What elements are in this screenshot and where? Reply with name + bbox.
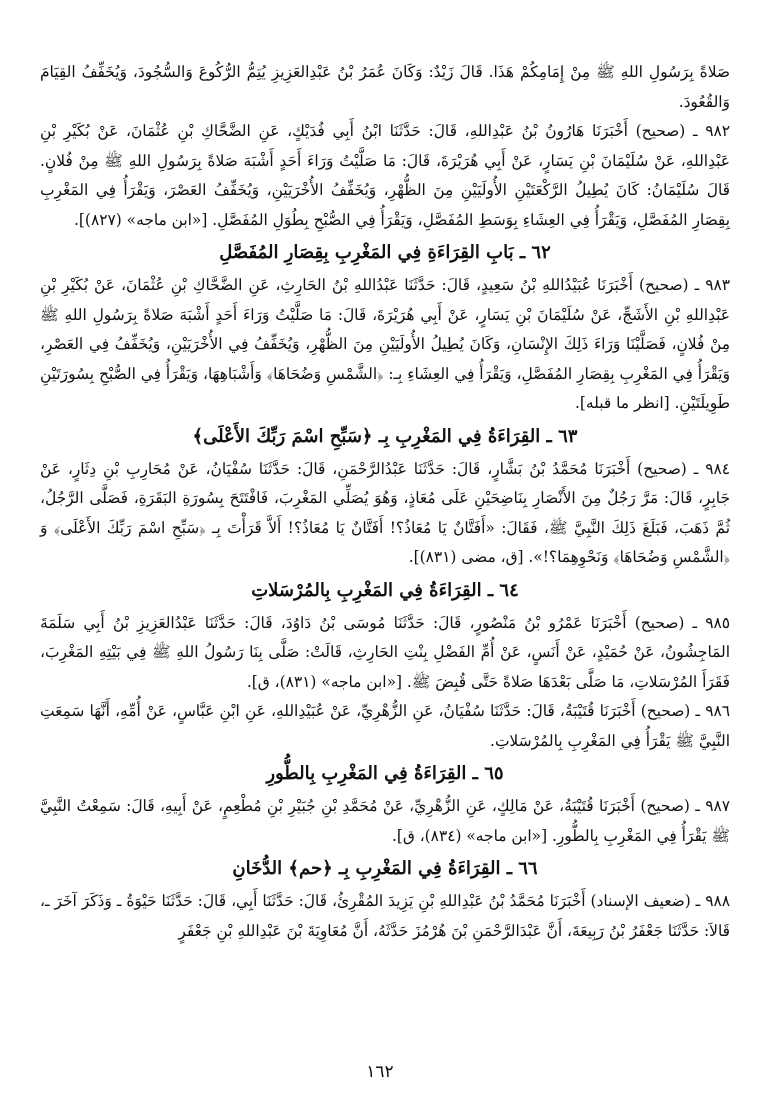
chapter-heading-63: ٦٣ ـ القِرَاءَةُ فِي المَغْرِبِ بِـ ﴿سَبِّحِ اسْمَ رَبِّكَ الأَعْلَى﴾: [192, 425, 578, 447]
chapter-heading-62: ٦٢ ـ بَابِ القِرَاءَةِ فِي المَغْرِبِ بِقِصَارِ المُفَصَّلِ: [219, 242, 551, 263]
hadith-986: ٩٨٦ ـ (صحيح) أَخْبَرَنَا قُتَيْبَةُ، قَالَ: حَدَّثَنَا سُفْيَانُ، عَنِ الزُّهْرِيِّ، عَنْ عُبَيْدِاللهِ، عَنِ ابْنِ عَبَّاسٍ، عَنْ أُمِّهِ، أَنَّهَا سَمِعَتِ النَّبِيَّ ﷺ يَقْرَأُ فِي المَغْرِبِ بِالمُرْسَلاتِ.: [40, 702, 730, 750]
continuation-text: صَلاةً بِرَسُولِ اللهِ ﷺ مِنْ إِمَامِكُمْ هَذَا. قَالَ زَيْدٌ: وَكَانَ عُمَرُ بْنُ عَبْدِالعَزِيزِ يُتِمُّ الرُّكُوعَ وَالسُّجُودَ، وَيُخَفِّفُ القِيَامَ وَالقُعُودَ.: [40, 63, 730, 111]
hadith-983: ٩٨٣ ـ (صحيح) أَخْبَرَنَا عُبَيْدُاللهِ بْنُ سَعِيدٍ، قَالَ: حَدَّثَنَا عَبْدُاللهِ بْنُ الحَارِثِ، عَنِ الضَّحَّاكِ بْنِ عُثْمَانَ، عَنْ بُكَيْرِ بْنِ عَبْدِاللهِ بْنِ الأَشَجِّ، عَنْ سُلَيْمَانَ بْنِ يَسَارٍ، عَنْ أَبِي هُرَيْرَةَ، قَالَ: مَا صَلَّيْتُ وَرَاءَ أَحَدٍ أَشْبَهَ صَلاةً بِرَسُولِ اللهِ ﷺ مِنْ فُلانٍ، فَصَلَّيْنَا وَرَاءَ ذَلِكَ الإِنْسَانِ، وَكَانَ يُطِيلُ الأُولَيَيْنِ مِنَ الظُّهْرِ، وَيُخَفِّفُ فِي الأُخْرَيَيْنِ، وَيُخَفِّفُ فِي العَصْرِ، وَيَقْرَأُ فِي المَغْرِبِ بِقِصَارِ المُفَصَّلِ، وَيَقْرَأُ فِي العِشَاءِ بِـ: ﴿الشَّمْسِ وَضُحَاهَا﴾ وَأَشْبَاهِهَا، وَيَقْرَأُ فِي الصُّبْحِ بِسُورَتَيْنِ طَوِيلَتَيْنِ. [انظر ما قبله].: [40, 276, 730, 412]
hadith-988: ٩٨٨ ـ (ضعيف الإسناد) أَخْبَرَنَا مُحَمَّدُ بْنُ عَبْدِاللهِ بْنِ يَزِيدَ المُقْرِئُ، قَالَ: حَدَّثَنَا أَبِي، قَالَ: حَدَّثَنَا حَيْوَةُ ـ وَذَكَرَ آخَرَ ـ، قَالاَ: حَدَّثَنَا جَعْفَرُ بْنُ رَبِيعَةَ، أَنَّ عَبْدَالرَّحْمَنِ بْنَ هُرْمُزَ حَدَّثَهُ، أَنَّ مُعَاوِيَةَ بْنَ عَبْدِاللهِ بْنِ جَعْفَرٍ: [40, 892, 730, 940]
page-body: [40, 58, 730, 1058]
hadith-987: ٩٨٧ ـ (صحيح) أَخْبَرَنَا قُتَيْبَةُ، عَنْ مَالِكٍ، عَنِ الزُّهْرِيِّ، عَنْ مُحَمَّدِ بْنِ جُبَيْرِ بْنِ مُطْعِمٍ، عَنْ أَبِيهِ، قَالَ: سَمِعْتُ النَّبِيَّ ﷺ يَقْرَأُ فِي المَغْرِبِ بِالطُّورِ. [«ابن ماجه» (٨٣٤)، ق].: [40, 797, 730, 845]
chapter-heading-65: ٦٥ ـ القِرَاءَةُ فِي المَغْرِبِ بِالطُّورِ: [266, 763, 504, 784]
chapter-heading-66: ٦٦ ـ القِرَاءَةُ فِي المَغْرِبِ بِـ ﴿حم﴾ الدُّخَانِ: [232, 858, 538, 879]
hadith-982: ٩٨٢ ـ (صحيح) أَخْبَرَنَا هَارُونُ بْنُ عَبْدِاللهِ، قَالَ: حَدَّثَنَا ابْنُ أَبِي فُدَيْكٍ، عَنِ الضَّحَّاكِ بْنِ عُثْمَانَ، عَنْ بُكَيْرِ بْنِ عَبْدِاللهِ، عَنْ سُلَيْمَانَ بْنِ يَسَارٍ، عَنْ أَبِي هُرَيْرَةَ، قَالَ: مَا صَلَّيْتُ وَرَاءَ أَحَدٍ أَشْبَهَ صَلاةً بِرَسُولِ اللهِ ﷺ مِنْ فُلانٍ. قَالَ سُلَيْمَانُ: كَانَ يُطِيلُ الرَّكْعَتَيْنِ الأُولَيَيْنِ مِنَ الظُّهْرِ، وَيُخَفِّفُ الأُخْرَيَيْنِ، وَيُخَفِّفُ العَصْرَ، وَيَقْرَأُ فِي المَغْرِبِ بِقِصَارِ المُفَصَّلِ، وَيَقْرَأُ فِي العِشَاءِ بِوَسَطِ المُفَصَّلِ، وَيَقْرَأُ فِي الصُّبْحِ بِطُوَلِ المُفَصَّلِ. [«ابن ماجه» (٨٢٧)].: [40, 122, 730, 229]
hadith-984: ٩٨٤ ـ (صحيح) أَخْبَرَنَا مُحَمَّدُ بْنُ بَشَّارٍ، قَالَ: حَدَّثَنَا عَبْدُالرَّحْمَنِ، قَالَ: حَدَّثَنَا سُفْيَانُ، عَنْ مُحَارِبِ بْنِ دِثَارٍ، عَنْ جَابِرٍ، قَالَ: مَرَّ رَجُلٌ مِنَ الأَنْصَارِ بِنَاضِحَيْنِ عَلَى مُعَاذٍ، وَهُوَ يُصَلِّي المَغْرِبَ، فَافْتَتَحَ بِسُورَةِ البَقَرَةِ، فَصَلَّى الرَّجُلُ، ثُمَّ ذَهَبَ، فَبَلَغَ ذَلِكَ النَّبِيَّ ﷺ، فَقَالَ: «أَفَتَّانٌ يَا مُعَاذُ؟! أَفَتَّانٌ يَا مُعَاذُ؟! أَلاَّ قَرَأْتَ بِـ ﴿سَبِّحِ اسْمَ رَبِّكَ الأَعْلَى﴾ وَ ﴿الشَّمْسِ وَضُحَاهَا﴾ وَنَحْوِهِمَا؟!». [ق، مضى (٨٣١)].: [40, 459, 730, 566]
page-number: ١٦٢: [366, 1062, 394, 1082]
hadith-985: ٩٨٥ ـ (صحيح) أَخْبَرَنَا عَمْرُو بْنُ مَنْصُورٍ، قَالَ: حَدَّثَنَا مُوسَى بْنُ دَاوُدَ، قَالَ: حَدَّثَنَا عَبْدُالعَزِيزِ بْنُ أَبِي سَلَمَةَ المَاجِشُونُ، عَنْ حُمَيْدٍ، عَنْ أَنَسٍ، عَنْ أُمِّ الفَضْلِ بِنْتِ الحَارِثِ، قَالَتْ: صَلَّى بِنَا رَسُولُ اللهِ ﷺ فِي بَيْتِهِ المَغْرِبَ، فَقَرَأَ المُرْسَلاتِ، مَا صَلَّى بَعْدَهَا صَلاةً حَتَّى قُبِضَ ﷺ. [«ابن ماجه» (٨٣١)، ق].: [40, 613, 730, 691]
chapter-heading-64: ٦٤ ـ القِرَاءَةُ فِي المَغْرِبِ بِالمُرْسَلاتِ: [251, 579, 519, 601]
